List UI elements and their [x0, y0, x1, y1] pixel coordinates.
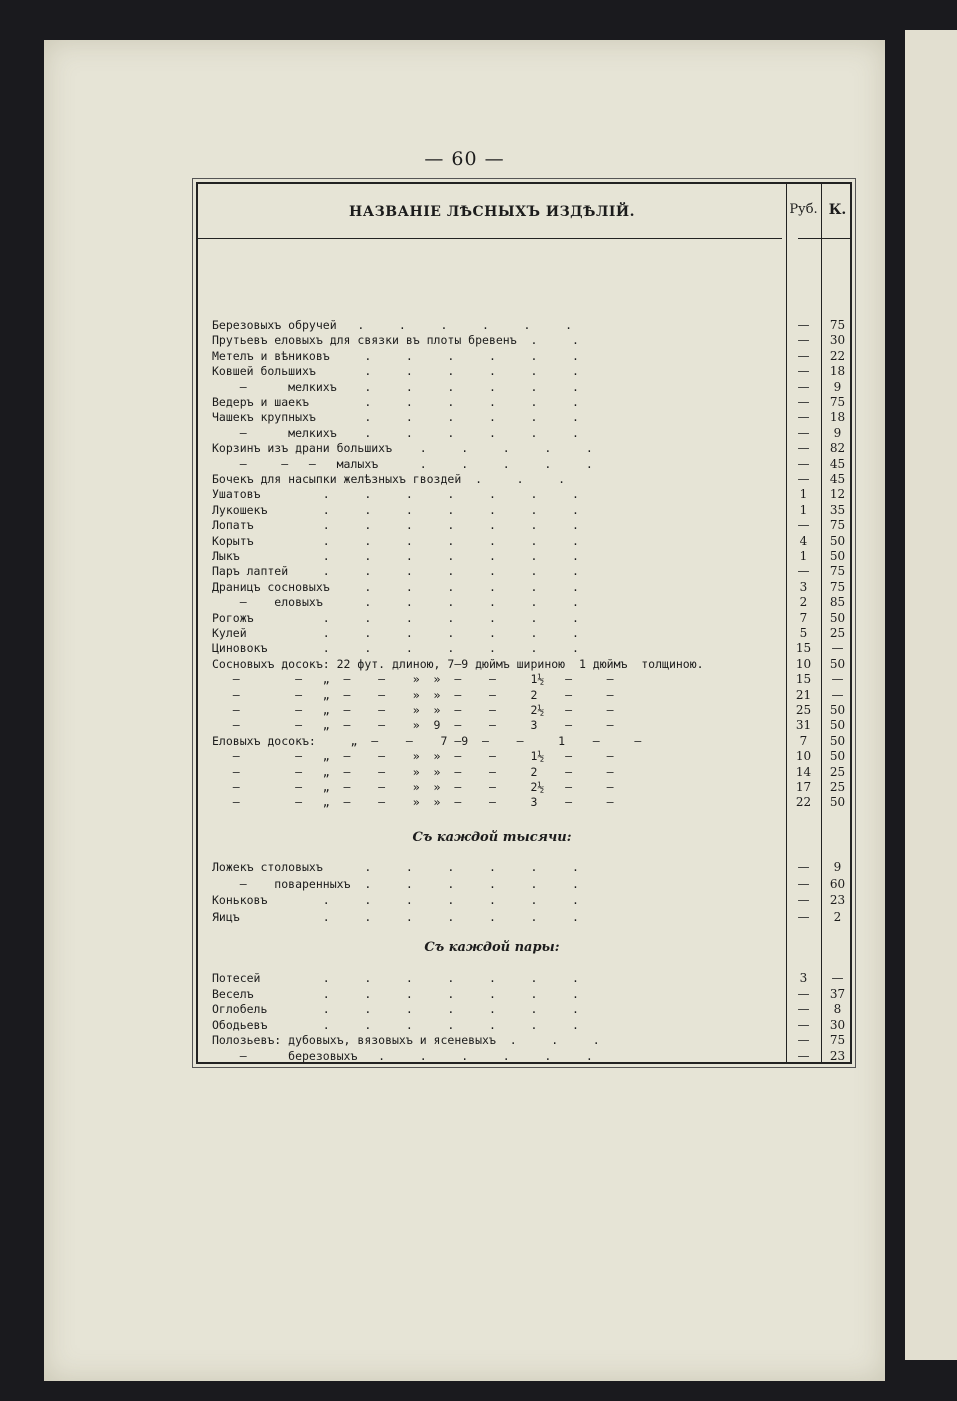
section-per-thousand: Съ каждой тысячи:: [412, 830, 572, 845]
price-rub: —: [797, 518, 810, 533]
item-name: — — „ — — » » — — 2 — —: [212, 764, 614, 779]
price-kop: 30: [829, 1017, 846, 1032]
item-name: Ковшей большихъ . . . . . .: [212, 364, 579, 379]
table-row: [198, 780, 854, 796]
price-rub: —: [797, 456, 810, 471]
price-rub: 7: [799, 733, 808, 748]
price-rub: —: [797, 893, 810, 907]
table-row: [198, 703, 854, 719]
price-kop: 8: [833, 1002, 842, 1016]
price-kop: 2: [833, 909, 842, 924]
price-kop: 18: [829, 364, 846, 379]
price-kop: 37: [829, 986, 846, 1001]
item-name: Веселъ . . . . . . .: [212, 986, 579, 1001]
item-name: Ушатовъ . . . . . . .: [212, 487, 579, 502]
item-name: Лопатъ . . . . . . .: [212, 518, 579, 533]
table-row: [198, 910, 854, 926]
price-kop: 12: [829, 487, 846, 502]
price-kop: 50: [829, 533, 846, 548]
header-kop: К.: [828, 202, 847, 218]
price-rub: —: [797, 564, 810, 579]
item-name: Прутьевъ еловыхъ для связки въ плоты бревенъ . .: [212, 333, 579, 348]
table-row: [198, 657, 854, 673]
price-rub: 3: [799, 579, 808, 594]
item-name: — — — малыхъ . . . . .: [212, 456, 593, 471]
price-kop: 75: [829, 395, 846, 409]
item-name: Березовыхъ обручей . . . . . .: [212, 318, 573, 332]
table-row: [198, 441, 854, 457]
item-name: Ведеръ и шаекъ . . . . . .: [212, 395, 579, 409]
price-rub: 10: [795, 749, 812, 764]
price-kop: 85: [829, 595, 846, 610]
price-rub: —: [797, 441, 810, 456]
price-rub: 10: [795, 656, 812, 671]
price-kop: 45: [829, 472, 846, 486]
price-kop: 45: [829, 456, 846, 471]
price-kop: 50: [829, 749, 846, 764]
item-name: Бочекъ для насыпки желѣзныхъ гвоздей . . .: [212, 472, 566, 486]
price-rub: 1: [799, 549, 808, 563]
table-row: [198, 987, 854, 1003]
price-rub: —: [797, 1017, 810, 1032]
price-kop: 50: [829, 703, 846, 717]
item-name: Лукошекъ . . . . . . .: [212, 502, 579, 517]
price-rub: —: [797, 425, 810, 440]
price-rub: 4: [799, 533, 808, 548]
table-row: [198, 971, 854, 987]
item-name: Еловыхъ досокъ: „ — — 7 —9 — — 1 — —: [212, 733, 642, 748]
price-rub: —: [797, 1048, 810, 1063]
item-name: Корзинъ изъ драни большихъ . . . . .: [212, 441, 593, 456]
price-rub: —: [797, 472, 810, 486]
table-row: [198, 426, 854, 442]
item-name: Корытъ . . . . . . .: [212, 533, 579, 548]
table-row: [198, 549, 854, 565]
price-rub: 3: [799, 971, 808, 985]
price-rub: 1: [799, 487, 808, 502]
price-kop: 30: [829, 333, 846, 348]
price-kop: 35: [829, 502, 846, 517]
price-kop: 75: [829, 564, 846, 579]
item-name: — — „ — — » 9 — — 3 — —: [212, 718, 614, 733]
item-name: Ложекъ столовыхъ . . . . . .: [212, 860, 579, 874]
item-name: — мелкихъ . . . . . .: [212, 379, 579, 394]
table-row: [198, 534, 854, 550]
item-name: Лыкъ . . . . . . .: [212, 549, 579, 563]
table-row: [198, 734, 854, 750]
price-rub: 31: [795, 718, 812, 733]
price-kop: 25: [829, 626, 846, 640]
price-kop: 9: [833, 860, 842, 874]
price-rub: 17: [795, 780, 812, 794]
item-name: — — „ — — » » — — 3 — —: [212, 795, 614, 810]
item-name: Циновокъ . . . . . . .: [212, 641, 579, 656]
table-row: [198, 395, 854, 411]
table-row: [198, 595, 854, 611]
item-name: — еловыхъ . . . . . .: [212, 595, 579, 610]
table-row: [198, 765, 854, 781]
item-name: Паръ лаптей . . . . . . .: [212, 564, 579, 579]
header-rule: [798, 238, 850, 239]
table-row: [198, 672, 854, 688]
price-kop: 82: [829, 441, 846, 456]
table-row: [198, 1049, 854, 1065]
price-kop: 9: [833, 425, 842, 440]
table-row: [198, 457, 854, 473]
price-rub: 22: [795, 795, 812, 810]
price-kop: 9: [833, 379, 842, 394]
item-name: — — „ — — » » — — 2 — —: [212, 687, 614, 702]
price-rub: 25: [795, 703, 812, 717]
price-kop: 75: [829, 318, 846, 332]
table-row: [198, 364, 854, 380]
table-row: [198, 860, 854, 876]
item-name: Полозьевъ: дубовыхъ, вязовыхъ и ясеневыхъ . . .: [212, 1033, 600, 1047]
item-name: Яицъ . . . . . . .: [212, 909, 579, 924]
price-rub: —: [797, 1033, 810, 1047]
price-kop: 22: [829, 348, 846, 363]
price-kop: 50: [829, 656, 846, 671]
item-name: Метелъ и вѣниковъ . . . . . .: [212, 348, 579, 363]
table-row: [198, 749, 854, 765]
header-rub: Руб.: [789, 202, 818, 217]
price-kop: 75: [829, 1033, 846, 1047]
price-kop: —: [831, 672, 844, 687]
item-name: Чашекъ крупныхъ . . . . . .: [212, 410, 579, 425]
table-row: [198, 380, 854, 396]
price-kop: 75: [829, 518, 846, 533]
table-row: [198, 877, 854, 893]
price-rub: 15: [795, 641, 812, 656]
table-row: [198, 718, 854, 734]
table-row: [198, 318, 854, 334]
table-row: [198, 641, 854, 657]
price-rub: —: [797, 348, 810, 363]
price-kop: 18: [829, 410, 846, 425]
price-kop: 25: [829, 780, 846, 794]
book-page: [44, 40, 885, 1381]
price-kop: 50: [829, 549, 846, 563]
price-kop: 25: [829, 764, 846, 779]
price-rub: —: [797, 364, 810, 379]
table-row: [198, 472, 854, 488]
item-name: — березовыхъ . . . . . .: [212, 1048, 593, 1063]
price-rub: 1: [799, 502, 808, 517]
table-row: [198, 688, 854, 704]
price-kop: 75: [829, 579, 846, 594]
table-row: [198, 503, 854, 519]
table-row: [198, 564, 854, 580]
item-name: — поваренныхъ . . . . . .: [212, 876, 579, 891]
item-name: Кулей . . . . . . .: [212, 626, 579, 640]
item-name: Оглобель . . . . . . .: [212, 1002, 579, 1016]
price-rub: —: [797, 410, 810, 425]
item-name: — — „ — — » » — — 2½ — —: [212, 703, 614, 717]
table-row: [198, 487, 854, 503]
price-rub: —: [797, 876, 810, 891]
price-kop: —: [831, 971, 844, 985]
tariff-table: [196, 182, 852, 1064]
section-per-pair: Съ каждой пары:: [424, 940, 560, 955]
item-name: — мелкихъ . . . . . .: [212, 425, 579, 440]
price-rub: 7: [799, 610, 808, 625]
price-kop: —: [831, 641, 844, 656]
price-rub: —: [797, 379, 810, 394]
item-name: Потесей . . . . . . .: [212, 971, 579, 985]
page-number: — 60 —: [424, 148, 505, 170]
table-row: [198, 893, 854, 909]
table-row: [198, 1033, 854, 1049]
item-name: Сосновыхъ досокъ: 22 фут. длиною, 7—9 дюймъ шириною 1 дюймъ толщиною.: [212, 656, 704, 671]
price-kop: 50: [829, 733, 846, 748]
price-rub: —: [797, 909, 810, 924]
price-rub: 14: [795, 764, 812, 779]
item-name: Коньковъ . . . . . . .: [212, 893, 579, 907]
table-row: [198, 410, 854, 426]
item-name: — — „ — — » » — — 2½ — —: [212, 780, 614, 794]
adjacent-page-edge: [905, 30, 957, 1360]
item-name: — — „ — — » » — — 1½ — —: [212, 749, 614, 764]
price-kop: 23: [829, 1048, 846, 1063]
price-rub: 15: [795, 672, 812, 687]
price-rub: —: [797, 1002, 810, 1016]
table-row: [198, 1002, 854, 1018]
price-rub: 5: [799, 626, 808, 640]
price-kop: —: [831, 687, 844, 702]
price-rub: —: [797, 395, 810, 409]
table-row: [198, 518, 854, 534]
price-kop: 60: [829, 876, 846, 891]
item-name: Рогожъ . . . . . . .: [212, 610, 579, 625]
table-row: [198, 580, 854, 596]
table-row: [198, 333, 854, 349]
table-row: [198, 626, 854, 642]
price-rub: 2: [799, 595, 808, 610]
item-name: — — „ — — » » — — 1½ — —: [212, 672, 614, 687]
header-rule: [198, 238, 782, 239]
table-row: [198, 349, 854, 365]
table-row: [198, 611, 854, 627]
table-row: [198, 1018, 854, 1034]
price-kop: 50: [829, 610, 846, 625]
price-rub: —: [797, 860, 810, 874]
price-kop: 50: [829, 718, 846, 733]
item-name: Ободьевъ . . . . . . .: [212, 1017, 579, 1032]
price-rub: —: [797, 986, 810, 1001]
price-rub: —: [797, 333, 810, 348]
price-kop: 23: [829, 893, 846, 907]
item-name: Драницъ сосновыхъ . . . . . .: [212, 579, 579, 594]
table-title: НАЗВАНІЕ ЛѢСНЫХЪ ИЗДѢЛІЙ.: [349, 204, 635, 220]
price-rub: 21: [795, 687, 812, 702]
price-kop: 50: [829, 795, 846, 810]
table-row: [198, 795, 854, 811]
price-rub: —: [797, 318, 810, 332]
